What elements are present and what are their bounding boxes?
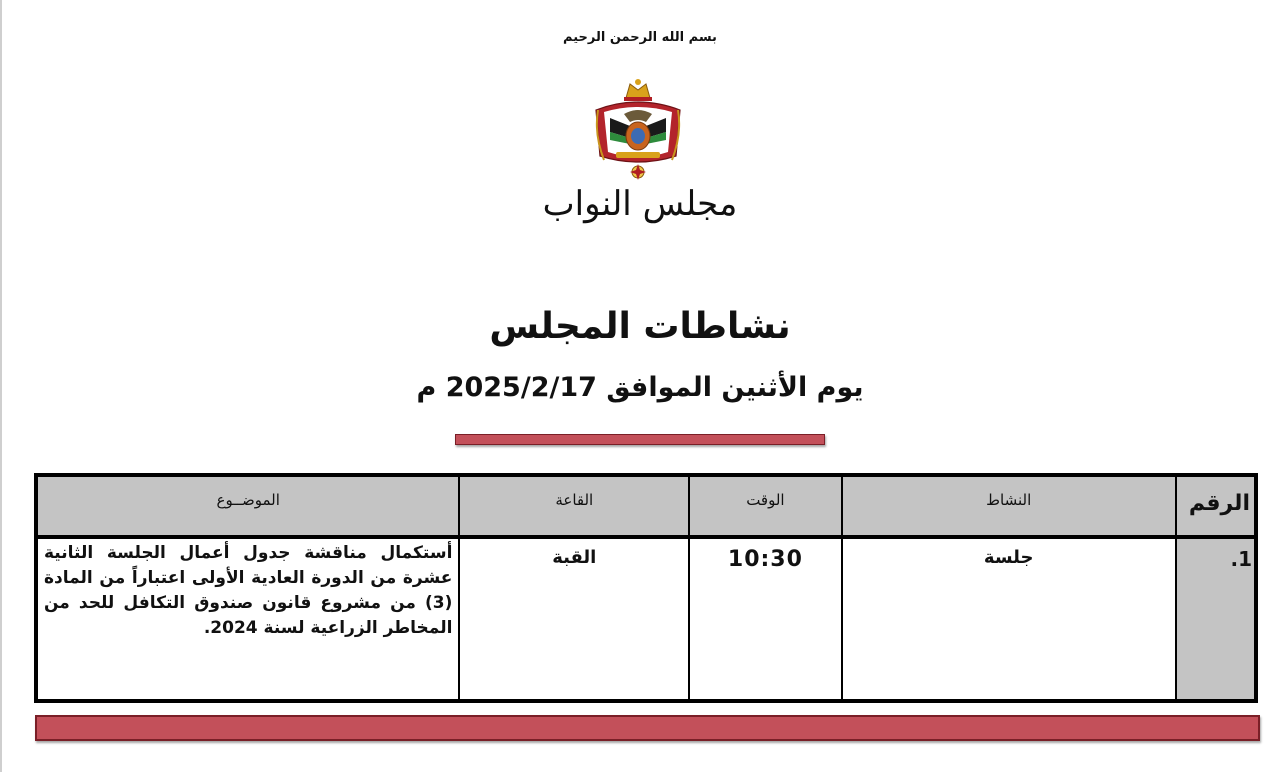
row-subject: أستكمال مناقشة جدول أعمال الجلسة الثانية عشرة من الدورة العادية الأولى اعتباراً من المادة (3) من مشروع قانون صندوق التكافل للحد من المخاطر الزراعية لسنة 2024.	[36, 537, 459, 701]
row-time: 10:30	[689, 537, 842, 701]
row-hall: القبة	[459, 537, 689, 701]
page-left-edge	[0, 0, 2, 772]
basmala-text: بسم الله الرحمن الرحيم	[563, 30, 717, 45]
header-number: الرقم	[1176, 475, 1256, 537]
header-hall: القاعة	[459, 475, 689, 537]
header-time: الوقت	[689, 475, 842, 537]
row-number: 1.	[1176, 537, 1256, 701]
footer-accent-bar	[35, 715, 1260, 741]
title-underline-bar	[455, 434, 825, 445]
row-activity: جلسة	[842, 537, 1176, 701]
table-row	[36, 537, 1256, 701]
table-header-row	[36, 475, 1256, 537]
header-subject: الموضــوع	[36, 475, 459, 537]
header-activity: النشاط	[842, 475, 1176, 537]
council-name: مجلس النواب	[542, 184, 738, 224]
page-title: نشاطات المجلس	[489, 306, 791, 347]
date-line: يوم الأثنين الموافق 2025/2/17 م	[416, 372, 864, 403]
coat-of-arms-icon	[586, 76, 690, 184]
activities-table	[34, 473, 1258, 703]
